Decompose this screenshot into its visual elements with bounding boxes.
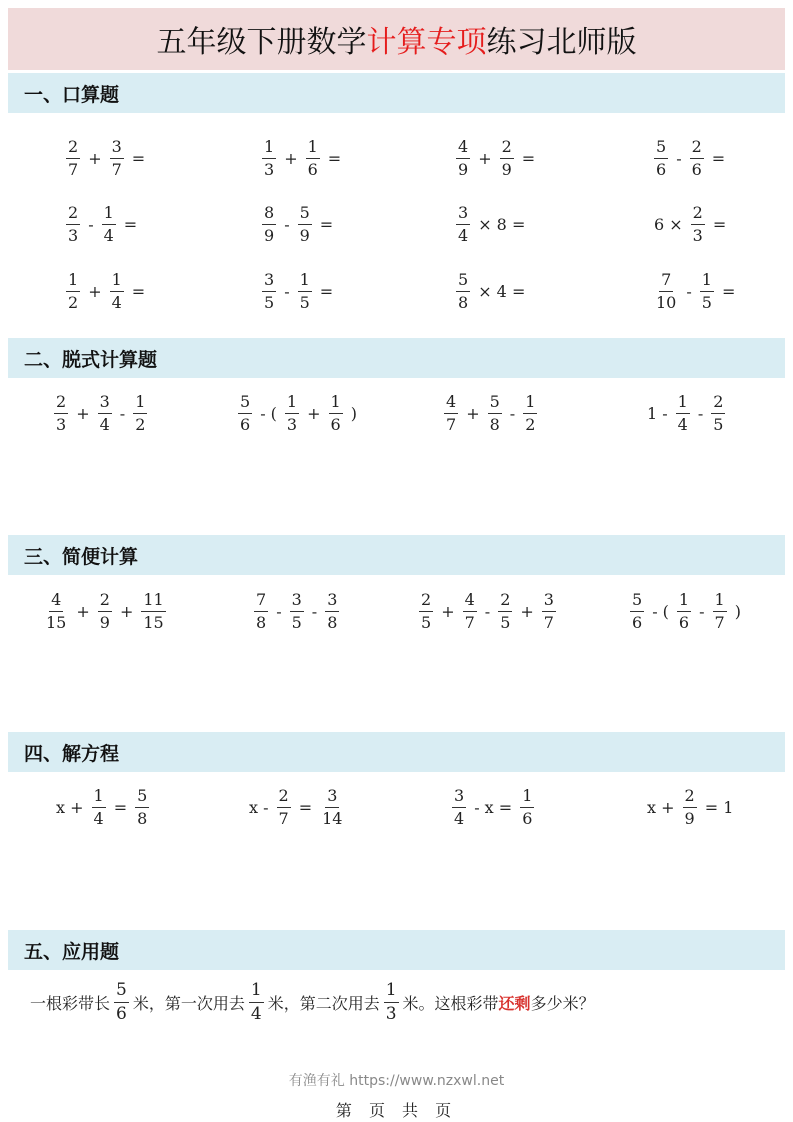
- denominator: 9: [264, 225, 275, 245]
- section-header-oral: [8, 73, 785, 113]
- numerator: 2: [683, 788, 697, 808]
- numerator: 3: [325, 788, 339, 808]
- fraction: [238, 391, 252, 434]
- numerator: 1: [677, 592, 691, 612]
- wp-text-1: 一根彩带长: [30, 994, 111, 1013]
- operator: =: [319, 214, 334, 234]
- numerator: 4: [463, 592, 477, 612]
- denominator: 9: [99, 612, 110, 632]
- fraction: [133, 391, 147, 434]
- fraction: [262, 269, 276, 312]
- math-expression: [448, 782, 538, 832]
- fraction: [277, 785, 291, 828]
- numerator: 5: [654, 139, 668, 159]
- fraction: [298, 269, 312, 312]
- operator: -: [484, 601, 491, 621]
- numerator: 5: [456, 272, 470, 292]
- wp-text-4: 米。这根彩带: [402, 994, 499, 1013]
- operator: × 4 =: [478, 281, 526, 301]
- denominator: 6: [678, 612, 690, 632]
- denominator: 3: [264, 159, 275, 179]
- operator: = 1: [704, 797, 734, 817]
- numerator: 2: [419, 592, 433, 612]
- math-expression: [62, 266, 149, 316]
- section-heading: 一、口算题: [24, 83, 120, 106]
- denominator: 4: [99, 414, 110, 434]
- operator: x -: [249, 797, 269, 817]
- denominator: 5: [264, 292, 275, 312]
- denominator: 7: [464, 612, 475, 632]
- operator: - (: [260, 403, 277, 423]
- numerator: 1: [133, 394, 147, 414]
- fraction: [262, 136, 276, 179]
- fraction: [498, 589, 512, 632]
- fraction: [444, 391, 458, 434]
- operator: +: [441, 601, 455, 621]
- section-header-equations: [8, 732, 785, 772]
- denominator: 3: [68, 225, 79, 245]
- math-expression: [452, 133, 539, 183]
- numerator: 5: [630, 592, 644, 612]
- wp-highlight: 还剩: [498, 994, 531, 1013]
- denominator: 4: [454, 808, 465, 828]
- fraction: [262, 202, 276, 245]
- math-expression: [40, 586, 170, 636]
- numerator: 1: [262, 139, 276, 159]
- numerator: 1: [329, 394, 343, 414]
- denominator: 6: [632, 612, 643, 632]
- numerator: 1: [66, 272, 80, 292]
- fraction: [66, 202, 80, 245]
- fraction: [44, 589, 68, 632]
- numerator: 2: [277, 788, 291, 808]
- denominator: 9: [458, 159, 469, 179]
- numerator: 5: [238, 394, 252, 414]
- numerator: 5: [298, 205, 312, 225]
- denominator: 7: [714, 612, 725, 632]
- wp-text-5: 多少米？: [530, 994, 595, 1013]
- math-expression: [650, 266, 739, 316]
- numerator: 3: [542, 592, 556, 612]
- fraction: [456, 269, 470, 312]
- denominator: 10: [656, 292, 677, 312]
- operator: =: [113, 797, 128, 817]
- numerator: 4: [49, 592, 63, 612]
- denominator: 9: [684, 808, 695, 828]
- denominator: 6: [691, 159, 702, 179]
- math-expression: [258, 199, 337, 249]
- fraction: [329, 391, 343, 434]
- operator: -: [284, 281, 290, 301]
- fraction: $\frac{1}{4}$: [250, 980, 262, 1024]
- math-expression: [452, 199, 529, 249]
- operator: -: [88, 214, 94, 234]
- fraction: [102, 202, 116, 245]
- operator: =: [327, 148, 342, 168]
- fraction: [306, 136, 320, 179]
- denominator: 3: [286, 414, 298, 434]
- section-header-simplify: [8, 535, 785, 575]
- operator: =: [298, 797, 313, 817]
- denominator: 7: [111, 159, 122, 179]
- denominator: 7: [68, 159, 79, 179]
- math-expression: [258, 266, 337, 316]
- operator: =: [521, 148, 536, 168]
- denominator: 2: [135, 414, 146, 434]
- operator: x +: [56, 797, 84, 817]
- math-expression: [440, 388, 541, 438]
- operator: -: [676, 148, 682, 168]
- title-part-1: 五年级下册数学: [156, 25, 367, 60]
- operator: -: [699, 601, 705, 621]
- operator: ): [734, 601, 741, 621]
- fraction: [110, 136, 124, 179]
- denominator: 5: [421, 612, 432, 632]
- operator: +: [88, 148, 102, 168]
- denominator: 7: [278, 808, 289, 828]
- denominator: 6: [240, 414, 251, 434]
- fraction: [54, 391, 68, 434]
- denominator: 8: [256, 612, 267, 632]
- section-heading: 五、应用题: [24, 940, 120, 963]
- fraction: [683, 785, 697, 828]
- math-expression: [234, 388, 361, 438]
- fraction: [654, 269, 678, 312]
- section-header-word-problem: [8, 930, 785, 970]
- denominator: 5: [713, 414, 724, 434]
- operator: -: [119, 403, 126, 423]
- fraction: [298, 202, 312, 245]
- math-expression: [415, 586, 560, 636]
- operator: - x =: [474, 797, 513, 817]
- math-expression: [626, 586, 745, 636]
- fraction: [463, 589, 477, 632]
- denominator: 5: [500, 612, 511, 632]
- numerator: 2: [498, 592, 512, 612]
- fraction: [713, 589, 727, 632]
- numerator: 3: [325, 592, 339, 612]
- fraction: [66, 136, 80, 179]
- denominator: 15: [143, 612, 164, 632]
- fraction: [98, 391, 112, 434]
- numerator: 7: [254, 592, 268, 612]
- numerator: 3: [456, 205, 470, 225]
- denominator: 6: [307, 159, 318, 179]
- math-expression: [62, 133, 149, 183]
- fraction: [488, 391, 502, 434]
- footer-page-number: 第 页 共 页: [335, 1101, 458, 1120]
- operator: -: [311, 601, 318, 621]
- operator: - (: [652, 601, 669, 621]
- wp-text-3: 米，第二次用去: [267, 994, 380, 1013]
- operator: × 8 =: [478, 214, 526, 234]
- operator: +: [119, 601, 134, 621]
- numerator: 5: [488, 394, 502, 414]
- title-part-3: 练习北师版: [486, 25, 637, 60]
- math-expression: [62, 199, 141, 249]
- numerator: 4: [444, 394, 458, 414]
- numerator: 1: [298, 272, 312, 292]
- fraction: [452, 785, 466, 828]
- numerator: 3: [98, 394, 112, 414]
- operator: =: [319, 281, 334, 301]
- denominator: 3: [56, 414, 67, 434]
- numerator: 2: [500, 139, 514, 159]
- denominator: 7: [543, 612, 554, 632]
- fraction: $\frac{5}{6}$: [116, 980, 127, 1024]
- fraction: [135, 785, 149, 828]
- operator: -: [686, 281, 692, 301]
- math-expression: [643, 782, 737, 832]
- numerator: 1: [92, 788, 106, 808]
- numerator: 11: [141, 592, 165, 612]
- operator: -: [509, 403, 516, 423]
- operator: +: [284, 148, 298, 168]
- denominator: 6: [522, 808, 533, 828]
- denominator: 8: [489, 414, 500, 434]
- numerator: 2: [691, 205, 705, 225]
- section-heading: 三、简便计算: [24, 545, 139, 568]
- operator: =: [721, 281, 736, 301]
- fraction: [676, 391, 690, 434]
- denominator: 5: [299, 292, 310, 312]
- denominator: 8: [137, 808, 148, 828]
- fraction: [677, 589, 691, 632]
- word-problem: [30, 982, 595, 1023]
- operator: =: [131, 148, 146, 168]
- math-expression: [258, 133, 345, 183]
- fraction: [325, 589, 339, 632]
- denominator: 6: [656, 159, 667, 179]
- section-heading: 二、脱式计算题: [24, 348, 158, 371]
- math-expression: [643, 388, 729, 438]
- numerator: 1: [523, 394, 537, 414]
- numerator: 1: [713, 592, 727, 612]
- fraction: [711, 391, 725, 434]
- denominator: 4: [458, 225, 469, 245]
- numerator: 5: [135, 788, 149, 808]
- fraction: [654, 136, 668, 179]
- operator: +: [520, 601, 534, 621]
- fraction: [254, 589, 268, 632]
- numerator: 8: [262, 205, 276, 225]
- math-expression: [650, 133, 729, 183]
- denominator: 7: [446, 414, 457, 434]
- fraction: [285, 391, 299, 434]
- denominator: 5: [291, 612, 302, 632]
- fraction: [92, 785, 106, 828]
- operator: ): [350, 403, 357, 423]
- operator: +: [478, 148, 492, 168]
- footer-site: 有渔有礼 https://www.nzxwl.net: [288, 1073, 505, 1089]
- section-header-stepwise: [8, 338, 785, 378]
- operator: 1 -: [647, 403, 668, 423]
- denominator: 8: [327, 612, 338, 632]
- fraction: [690, 136, 704, 179]
- denominator: 15: [46, 612, 67, 632]
- denominator: 6: [330, 414, 341, 434]
- fraction: [523, 391, 537, 434]
- fraction: [630, 589, 644, 632]
- numerator: 3: [290, 592, 304, 612]
- fraction: [110, 269, 124, 312]
- operator: =: [131, 281, 146, 301]
- numerator: 1: [306, 139, 320, 159]
- operator: -: [276, 601, 282, 621]
- numerator: 1: [700, 272, 714, 292]
- numerator: 2: [690, 139, 704, 159]
- numerator: 2: [66, 205, 80, 225]
- denominator: 14: [322, 808, 343, 828]
- operator: +: [76, 403, 90, 423]
- operator: +: [466, 403, 480, 423]
- fraction: [700, 269, 714, 312]
- denominator: 4: [677, 414, 688, 434]
- operator: +: [76, 601, 90, 621]
- denominator: 4: [93, 808, 104, 828]
- math-expression: [452, 266, 529, 316]
- denominator: 4: [103, 225, 114, 245]
- math-expression: [650, 199, 730, 249]
- numerator: 1: [110, 272, 124, 292]
- operator: -: [697, 403, 704, 423]
- title-highlight: 计算专项: [366, 25, 487, 60]
- numerator: 7: [659, 272, 673, 292]
- numerator: 3: [452, 788, 466, 808]
- denominator: 9: [299, 225, 310, 245]
- page-title: [8, 8, 785, 70]
- operator: =: [712, 214, 727, 234]
- fraction: [520, 785, 534, 828]
- math-expression: [245, 782, 348, 832]
- denominator: 5: [701, 292, 712, 312]
- math-expression: [250, 586, 343, 636]
- numerator: 3: [110, 139, 124, 159]
- operator: -: [284, 214, 290, 234]
- numerator: 2: [711, 394, 725, 414]
- numerator: 1: [676, 394, 690, 414]
- operator: x +: [647, 797, 675, 817]
- operator: 6 ×: [654, 214, 683, 234]
- fraction: [419, 589, 433, 632]
- operator: +: [307, 403, 321, 423]
- fraction: [456, 202, 470, 245]
- numerator: 1: [285, 394, 299, 414]
- numerator: 4: [456, 139, 470, 159]
- fraction: $\frac{1}{3}$: [385, 980, 397, 1024]
- denominator: 2: [525, 414, 536, 434]
- denominator: 8: [458, 292, 469, 312]
- math-expression: [50, 388, 151, 438]
- fraction: [98, 589, 112, 632]
- wp-text-2: 米，第一次用去: [132, 994, 245, 1013]
- numerator: 3: [262, 272, 276, 292]
- fraction: [320, 785, 344, 828]
- fraction: [456, 136, 470, 179]
- denominator: 2: [68, 292, 79, 312]
- fraction: [500, 136, 514, 179]
- numerator: 2: [66, 139, 80, 159]
- fraction: [141, 589, 165, 632]
- numerator: 1: [102, 205, 116, 225]
- fraction: [691, 202, 705, 245]
- fraction: [542, 589, 556, 632]
- fraction: [66, 269, 80, 312]
- math-expression: [52, 782, 153, 832]
- denominator: 9: [501, 159, 512, 179]
- denominator: 4: [111, 292, 122, 312]
- denominator: 3: [692, 225, 703, 245]
- numerator: 2: [54, 394, 68, 414]
- numerator: 1: [520, 788, 534, 808]
- operator: =: [123, 214, 138, 234]
- operator: +: [88, 281, 102, 301]
- fraction: [290, 589, 304, 632]
- numerator: 2: [98, 592, 112, 612]
- section-heading: 四、解方程: [24, 742, 120, 765]
- operator: =: [711, 148, 726, 168]
